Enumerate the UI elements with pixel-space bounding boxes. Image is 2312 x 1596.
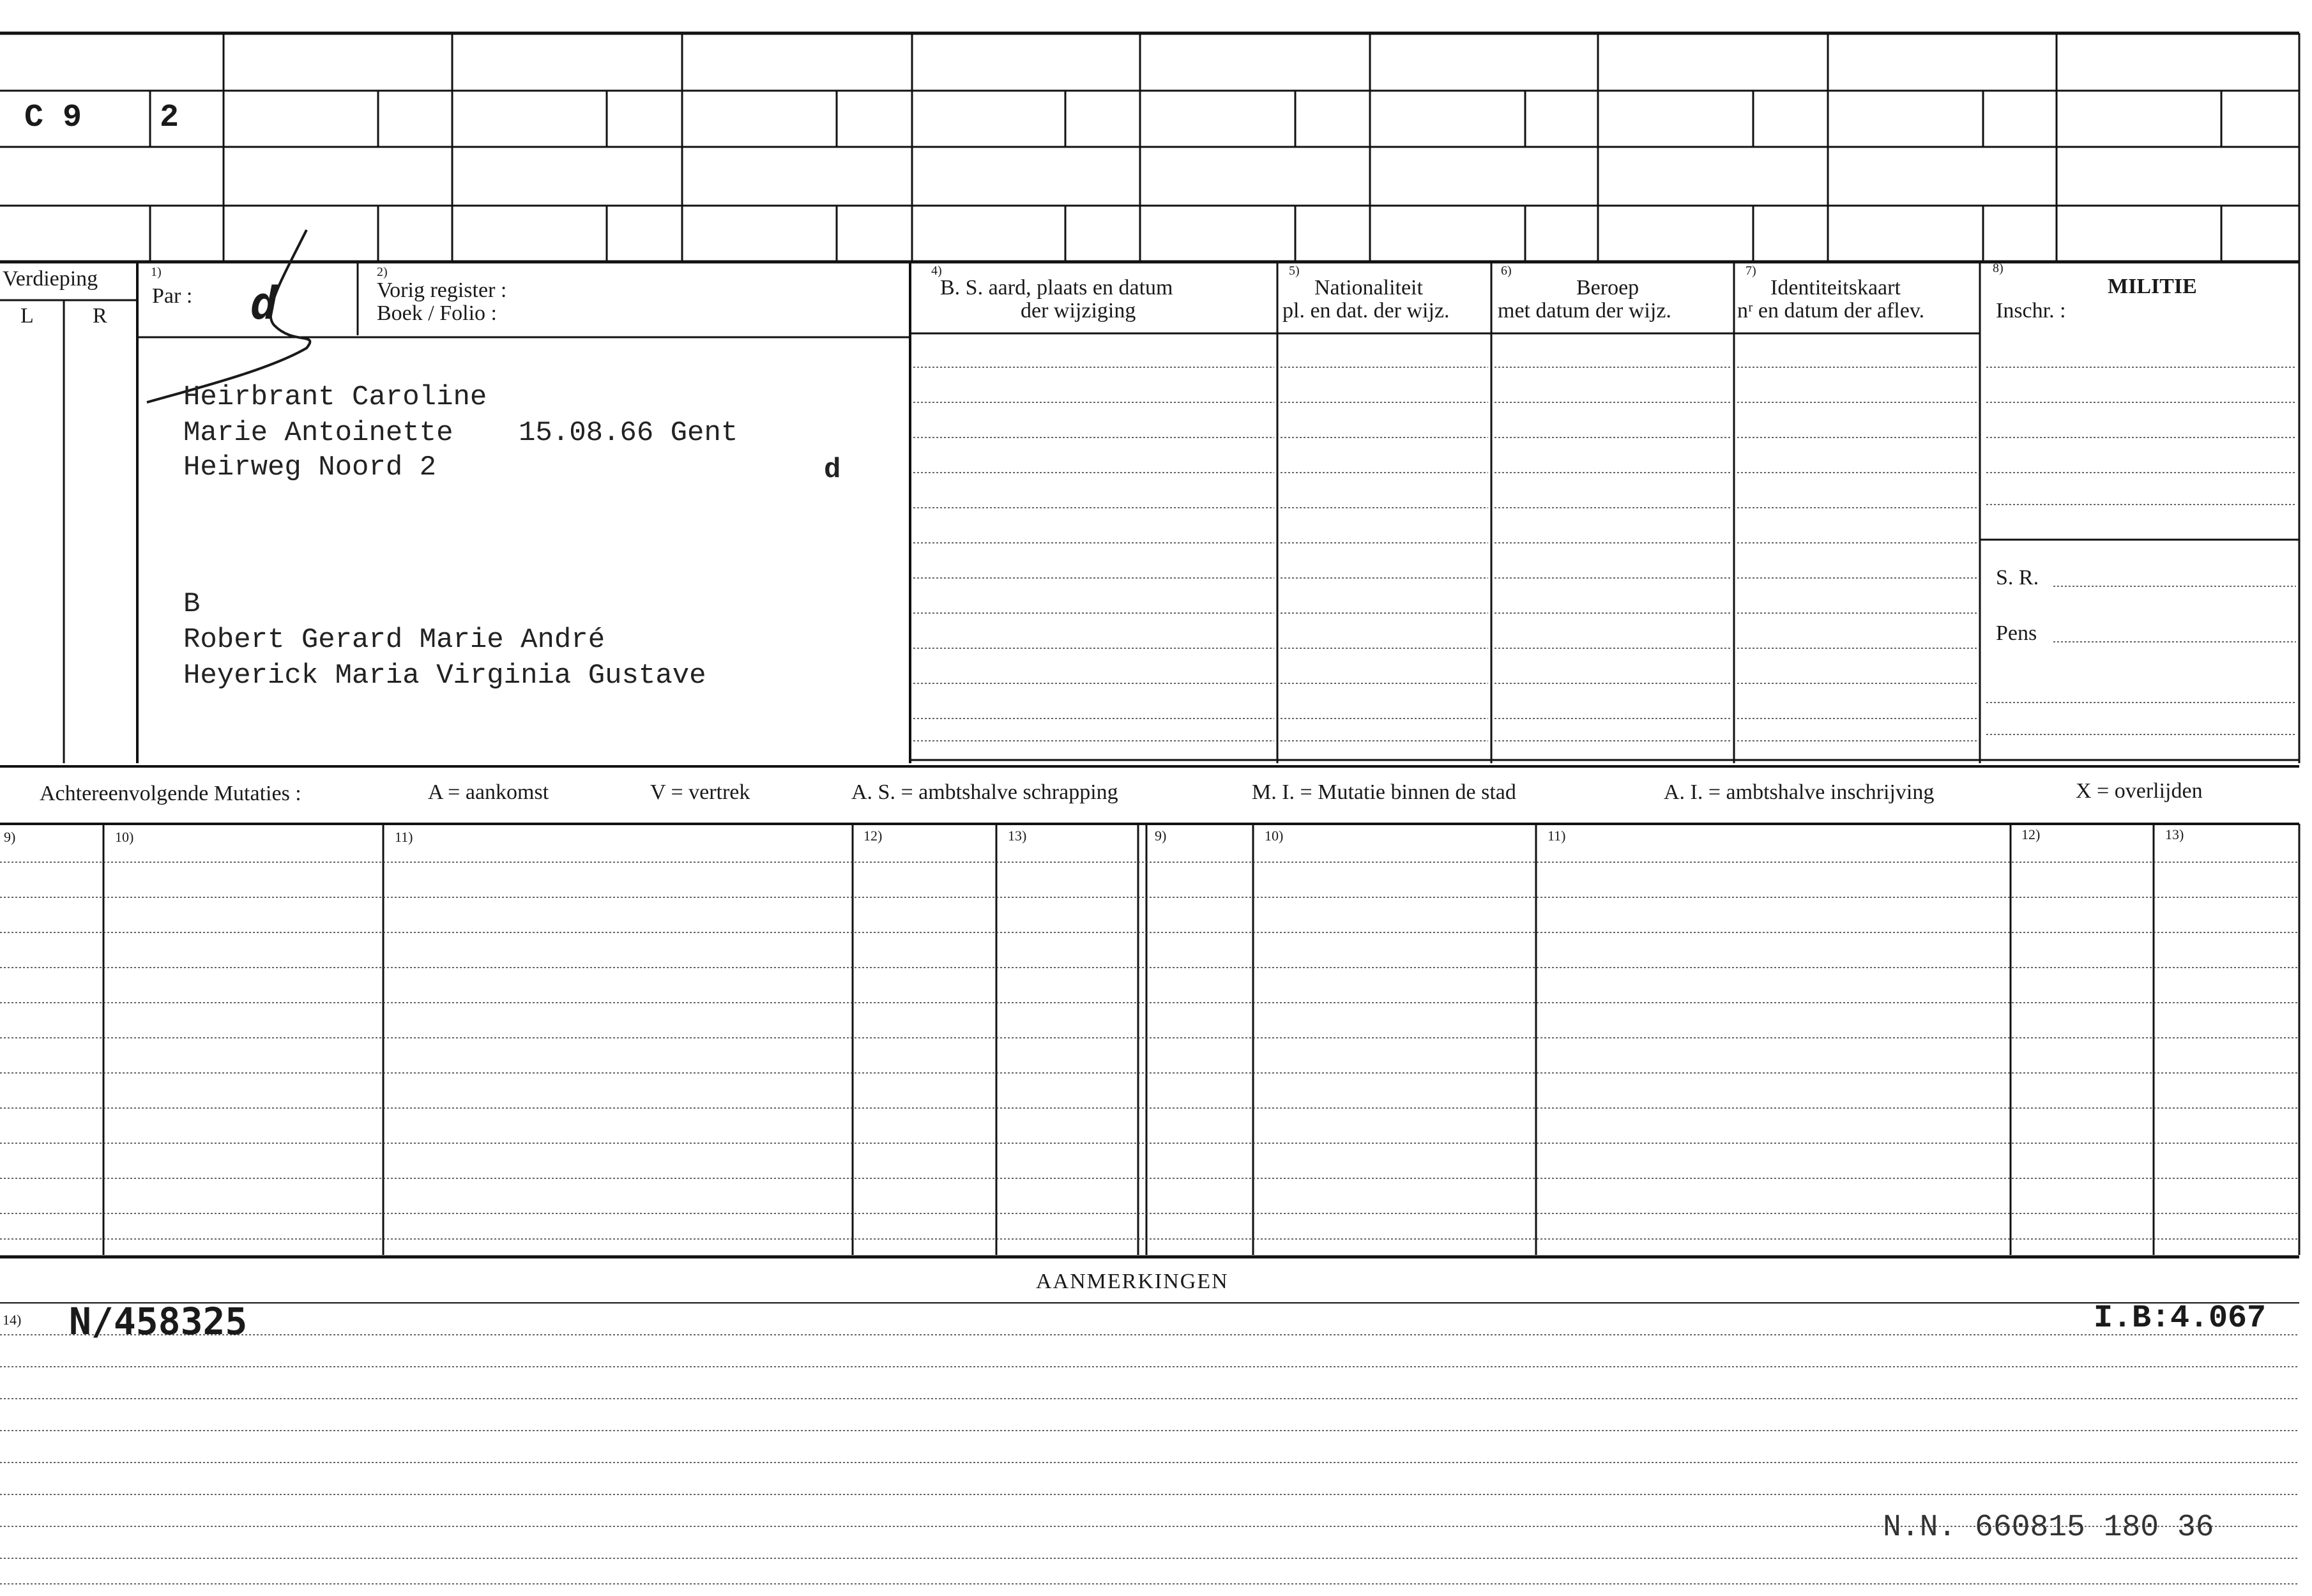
col-11-right: 11) xyxy=(1548,828,1566,844)
col6-subtitle: met datum der wijz. xyxy=(1498,299,1671,323)
note-14: 14) xyxy=(3,1312,22,1328)
mother-name: Heyerick Maria Virginia Gustave xyxy=(183,660,706,692)
person-given-names: Marie Antoinette xyxy=(183,417,453,449)
note-7: 7) xyxy=(1745,264,1756,278)
legend-mi: M. I. = Mutatie binnen de stad xyxy=(1252,780,1516,804)
reference-number: N/458325 xyxy=(69,1300,248,1343)
col-10-right: 10) xyxy=(1265,828,1284,844)
col-9-right: 9) xyxy=(1155,828,1167,844)
r-label: R xyxy=(93,304,107,328)
legend-a: A = aankomst xyxy=(428,780,549,804)
person-name: Heirbrant Caroline xyxy=(183,381,487,413)
boek-folio-label: Boek / Folio : xyxy=(377,301,497,325)
col-10-left: 10) xyxy=(115,829,134,845)
pens-label: Pens xyxy=(1996,621,2037,645)
col-12-left: 12) xyxy=(863,828,883,844)
par-label: Par : xyxy=(152,284,193,308)
l-label: L xyxy=(20,304,34,328)
person-address: Heirweg Noord 2 xyxy=(183,452,437,483)
col7-title: Identiteitskaart xyxy=(1770,276,1901,300)
col-12-right: 12) xyxy=(2021,826,2041,842)
father-name: Robert Gerard Marie André xyxy=(183,624,605,656)
legend-x: X = overlijden xyxy=(2076,779,2203,803)
code-a: C 9 xyxy=(24,100,82,136)
militie-title: MILITIE xyxy=(2108,275,2197,298)
col-9-left: 9) xyxy=(4,829,16,845)
note-1: 1) xyxy=(151,265,162,279)
note-4: 4) xyxy=(931,264,942,278)
inschr-label: Inschr. : xyxy=(1996,299,2066,323)
note-6: 6) xyxy=(1501,264,1512,278)
nn-number: N.N. 660815 180 36 xyxy=(1883,1510,2214,1545)
verdieping-label: Verdieping xyxy=(3,267,98,291)
mutaties-title: Achtereenvolgende Mutaties : xyxy=(40,782,301,805)
person-mark: d xyxy=(824,454,841,486)
note-2: 2) xyxy=(377,265,388,279)
note-5: 5) xyxy=(1289,264,1300,278)
col5-title: Nationaliteit xyxy=(1314,276,1423,300)
col5-subtitle: pl. en dat. der wijz. xyxy=(1282,299,1450,323)
person-birth: 15.08.66 Gent xyxy=(519,417,738,449)
ib-number: I.B:4.067 xyxy=(2094,1300,2267,1337)
col4-title: B. S. aard, plaats en datum xyxy=(940,276,1173,300)
handwritten-stroke xyxy=(147,230,310,402)
sr-label: S. R. xyxy=(1996,566,2039,589)
aanmerkingen-title: AANMERKINGEN xyxy=(1036,1270,1229,1293)
col-13-left: 13) xyxy=(1008,828,1027,844)
col-13-right: 13) xyxy=(2165,826,2184,842)
legend-ai: A. I. = ambtshalve inschrijving xyxy=(1664,780,1935,804)
col4-subtitle: der wijziging xyxy=(1021,299,1136,323)
note-8: 8) xyxy=(1993,261,2004,275)
par-handwritten: d xyxy=(250,277,278,330)
legend-as: A. S. = ambtshalve schrapping xyxy=(851,780,1118,804)
legend-v: V = vertrek xyxy=(650,780,750,804)
col7-subtitle: nʳ en datum der aflev. xyxy=(1737,299,1925,323)
code-b: 2 xyxy=(160,100,179,136)
col-11-left: 11) xyxy=(395,829,413,845)
col6-title: Beroep xyxy=(1576,276,1639,300)
vorig-register-label: Vorig register : xyxy=(377,278,507,302)
parent-code: B xyxy=(183,588,201,620)
